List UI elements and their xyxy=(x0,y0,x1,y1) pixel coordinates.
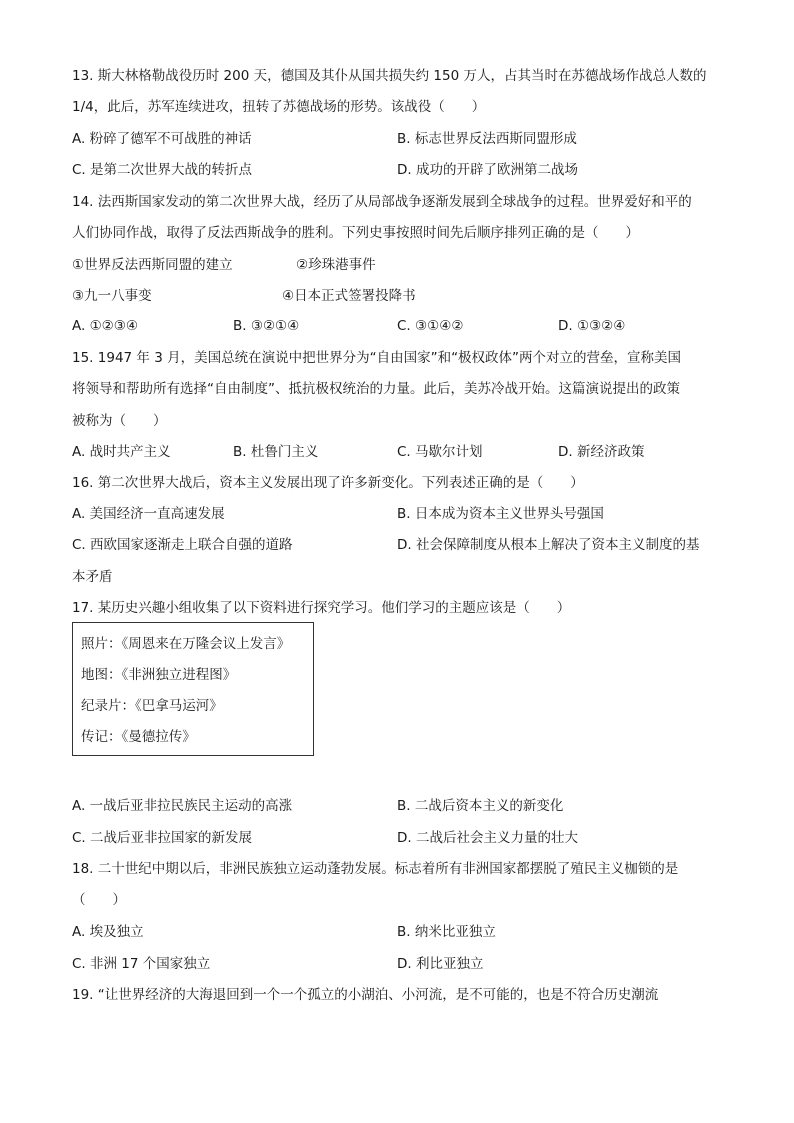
q16-option-c: C. 西欧国家逐渐走上联合自强的道路 xyxy=(72,537,293,553)
q17-material-box xyxy=(72,622,314,756)
q18-line2: （ ） xyxy=(72,892,126,908)
q18-option-d: D. 利比亚独立 xyxy=(397,956,484,972)
q17-line1: 17. 某历史兴趣小组收集了以下资料进行探究学习。他们学习的主题应该是（ ） xyxy=(72,600,571,616)
q15-option-b: B. 杜鲁门主义 xyxy=(233,444,319,460)
q13-line2: 1/4，此后，苏军连续进攻，扭转了苏德战场的形势。该战役（ ） xyxy=(72,99,486,115)
q16-line1: 16. 第二次世界大战后，资本主义发展出现了许多新变化。下列表述正确的是（ ） xyxy=(72,475,584,491)
q14-item-4: ④日本正式签署投降书 xyxy=(282,288,416,304)
q16-option-a: A. 美国经济一直高速发展 xyxy=(72,506,225,522)
q14-item-1: ①世界反法西斯同盟的建立 xyxy=(72,257,233,273)
q17-material-biography: 传记：《曼德拉传》 xyxy=(81,729,196,745)
q15-line2: 将领导和帮助所有选择“自由制度”、抵抗极权统治的力量。此后，美苏冷战开始。这篇演说提出的政策 xyxy=(72,381,680,397)
q17-material-documentary: 纪录片：《巴拿马运河》 xyxy=(81,698,223,714)
q13-line1: 13. 斯大林格勒战役历时 200 天，德国及其仆从国共损失约 150 万人，占其当时在苏德战场作战总人数的 xyxy=(72,68,707,84)
q15-line3: 被称为（ ） xyxy=(72,413,167,429)
q13-option-a: A. 粉碎了德军不可战胜的神话 xyxy=(72,131,252,147)
q16-option-b: B. 日本成为资本主义世界头号强国 xyxy=(397,506,604,522)
q13-option-b: B. 标志世界反法西斯同盟形成 xyxy=(397,131,577,147)
q14-line1: 14. 法西斯国家发动的第二次世界大战，经历了从局部战争逐渐发展到全球战争的过程。世界爱好和平的 xyxy=(72,194,692,210)
q17-material-map: 地图：《非洲独立进程图》 xyxy=(81,667,237,683)
q18-option-a: A. 埃及独立 xyxy=(72,924,144,940)
q14-option-b: B. ③②①④ xyxy=(233,318,300,334)
q14-option-d: D. ①③②④ xyxy=(558,318,626,334)
q19-line1: 19. “让世界经济的大海退回到一个一个孤立的小湖泊、小河流，是不可能的，也是不符合历史潮流 xyxy=(72,987,659,1003)
q15-option-a: A. 战时共产主义 xyxy=(72,444,171,460)
q14-option-c: C. ③①④② xyxy=(397,318,464,334)
q17-option-c: C. 二战后亚非拉国家的新发展 xyxy=(72,830,253,846)
q17-material-photo: 照片：《周恩来在万隆会议上发言》 xyxy=(81,636,291,652)
q14-item-3: ③九一八事变 xyxy=(72,288,152,304)
q16-option-d-continued: 本矛盾 xyxy=(72,569,113,585)
q18-option-b: B. 纳米比亚独立 xyxy=(397,924,496,940)
q14-option-a: A. ①②③④ xyxy=(72,318,138,334)
q14-line2: 人们协同作战，取得了反法西斯战争的胜利。下列史事按照时间先后顺序排列正确的是（ ） xyxy=(72,225,639,241)
q18-option-c: C. 非洲 17 个国家独立 xyxy=(72,956,211,972)
q14-item-2: ②珍珠港事件 xyxy=(296,257,376,273)
q13-option-d: D. 成功的开辟了欧洲第二战场 xyxy=(397,162,578,178)
q13-option-c: C. 是第二次世界大战的转折点 xyxy=(72,162,253,178)
q17-option-d: D. 二战后社会主义力量的壮大 xyxy=(397,830,578,846)
q16-option-d: D. 社会保障制度从根本上解决了资本主义制度的基 xyxy=(397,537,700,553)
q15-option-d: D. 新经济政策 xyxy=(558,444,645,460)
q17-option-a: A. 一战后亚非拉民族民主运动的高涨 xyxy=(72,798,293,814)
q18-line1: 18. 二十世纪中期以后，非洲民族独立运动蓬勃发展。标志着所有非洲国家都摆脱了殖民主义枷锁的是 xyxy=(72,861,679,877)
q17-option-b: B. 二战后资本主义的新变化 xyxy=(397,798,564,814)
q15-line1: 15. 1947 年 3 月，美国总统在演说中把世界分为“自由国家”和“极权政体”两个对立的营垒，宣称美国 xyxy=(72,350,682,366)
q15-option-c: C. 马歇尔计划 xyxy=(397,444,483,460)
